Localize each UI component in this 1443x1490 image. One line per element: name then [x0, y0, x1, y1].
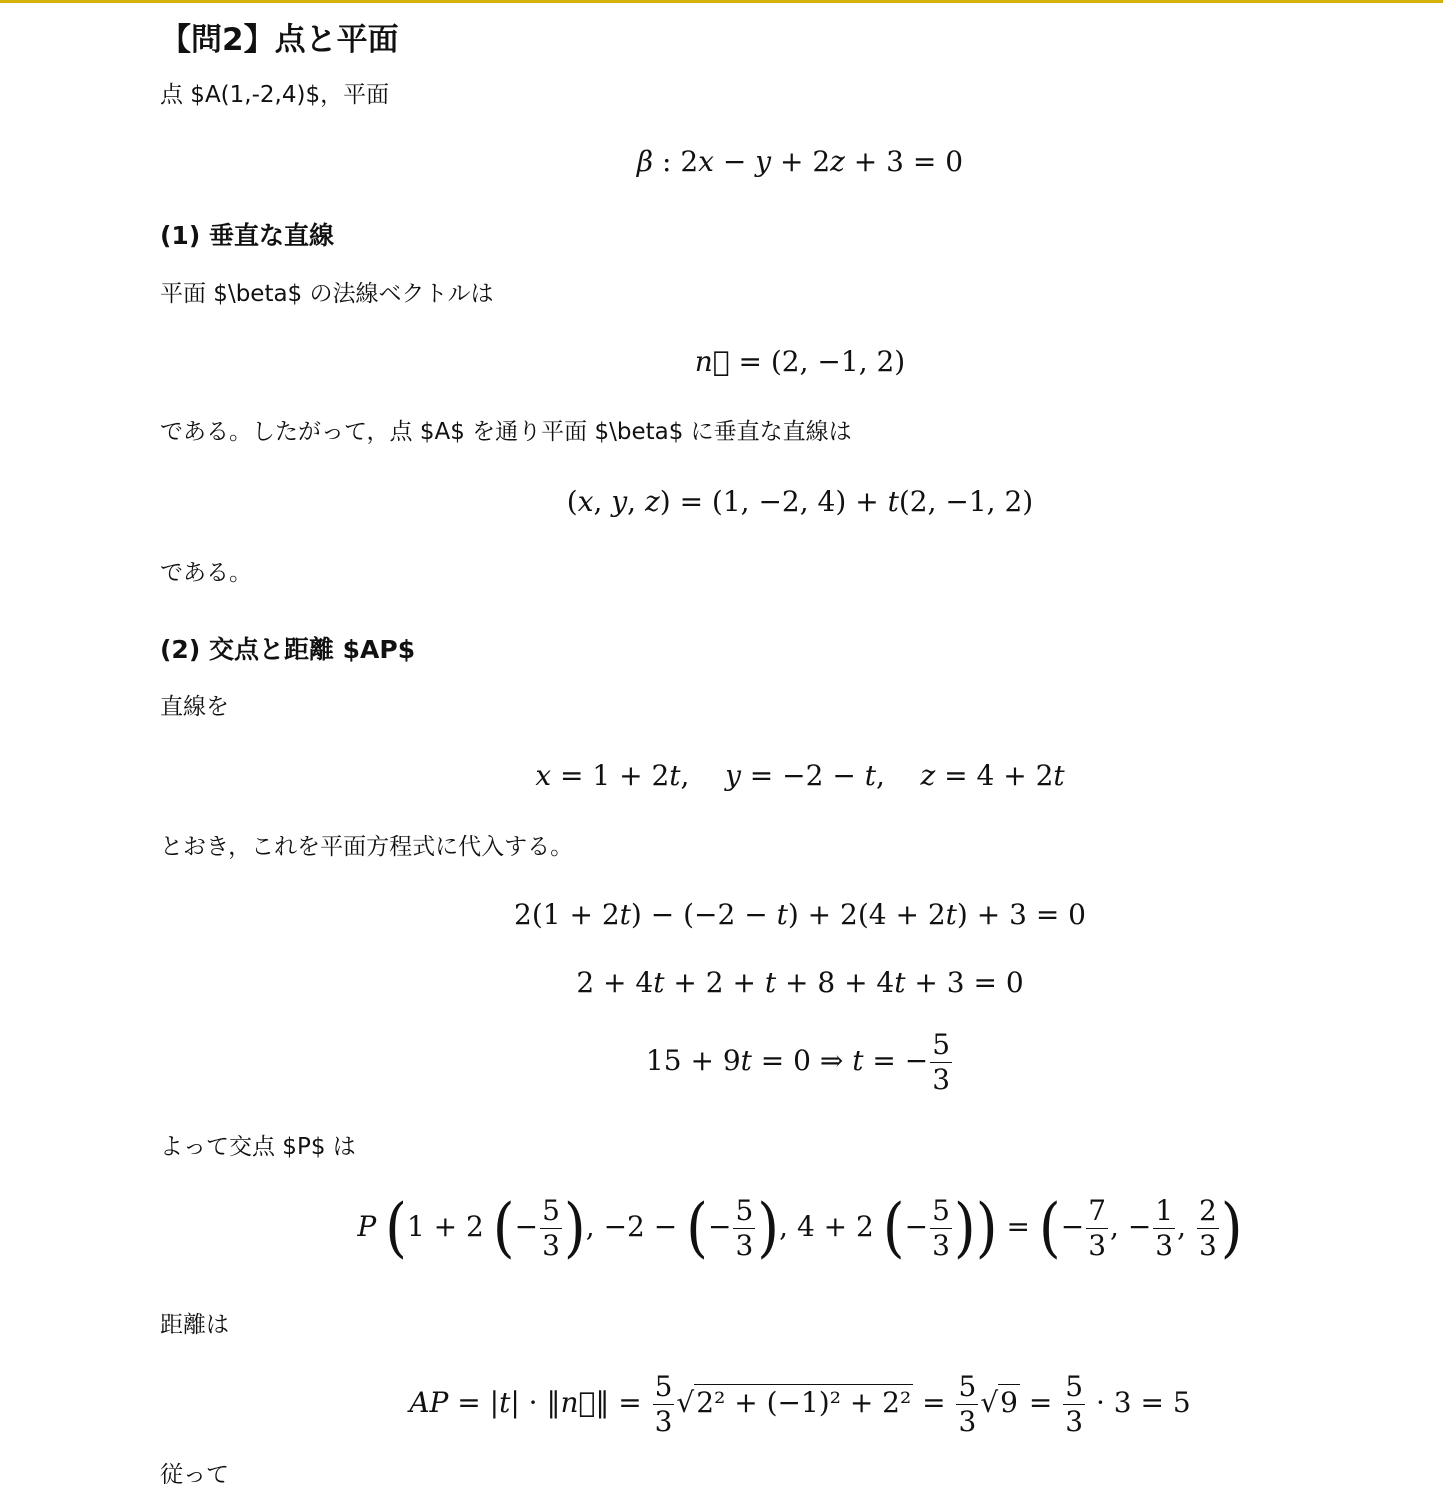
distance-equation: AP = |t| · ‖n⃗‖ = $\frac{5}{3}$ √2² + (−1)² + 2² = $\frac{5}{3}$ √9 = $\frac{5}{3}$ · 3 = 5 [409, 1370, 1191, 1438]
section1-text2: である。したがって，点 $A$ を通り平面 $\beta$ に垂直な直線は [160, 419, 852, 445]
substitution-equation-2: 2 + 4t + 2 + t + 8 + 4t + 3 = 0 [576, 966, 1024, 999]
section2-text5: 従って [160, 1462, 229, 1488]
section1-text3: である。 [160, 560, 252, 586]
plane-equation: β : 2x − y + 2z + 3 = 0 [636, 145, 964, 178]
substitution-equation-1: 2(1 + 2t) − (−2 − t) + 2(4 + 2t) + 3 = 0 [514, 898, 1086, 931]
section1-text1: 平面 $\beta$ の法線ベクトルは [160, 281, 494, 307]
section2-text3: よって交点 $P$ は [160, 1134, 356, 1160]
problem-title: 【問2】点と平面 [160, 22, 399, 58]
section2-heading: (2) 交点と距離 $AP$ [160, 635, 416, 664]
section2-text2: とおき，これを平面方程式に代入する。 [160, 834, 574, 860]
normal-vector-equation: n⃗ = (2, −1, 2) [694, 345, 906, 378]
section2-text1: 直線を [160, 694, 229, 720]
solution-equation: 15 + 9t = 0 ⇒ t = − $\frac{5}{3}$ [645, 1028, 951, 1096]
intro-text: 点 $A(1,-2,4)$，平面 [160, 82, 390, 108]
top-accent-bar [0, 0, 1443, 3]
intersection-point-equation: P (1 + 2 (− $\frac{5}{3}$ ), −2 − (− $\frac{5}{3}$ ), 4 + 2 (− $\frac{5}{3}$ )) = (− $\frac{7}{3}$ , − $\frac{1}{3}$ , $\frac{2}{3}$ ) [357, 1190, 1243, 1266]
section2-text4: 距離は [160, 1312, 229, 1338]
section1-heading: (1) 垂直な直線 [160, 221, 334, 250]
line-equation: (x, y, z) = (1, −2, 4) + t(2, −1, 2) [566, 485, 1034, 518]
parametric-equations: x = 1 + 2t, y = −2 − t, z = 4 + 2t [535, 759, 1065, 792]
